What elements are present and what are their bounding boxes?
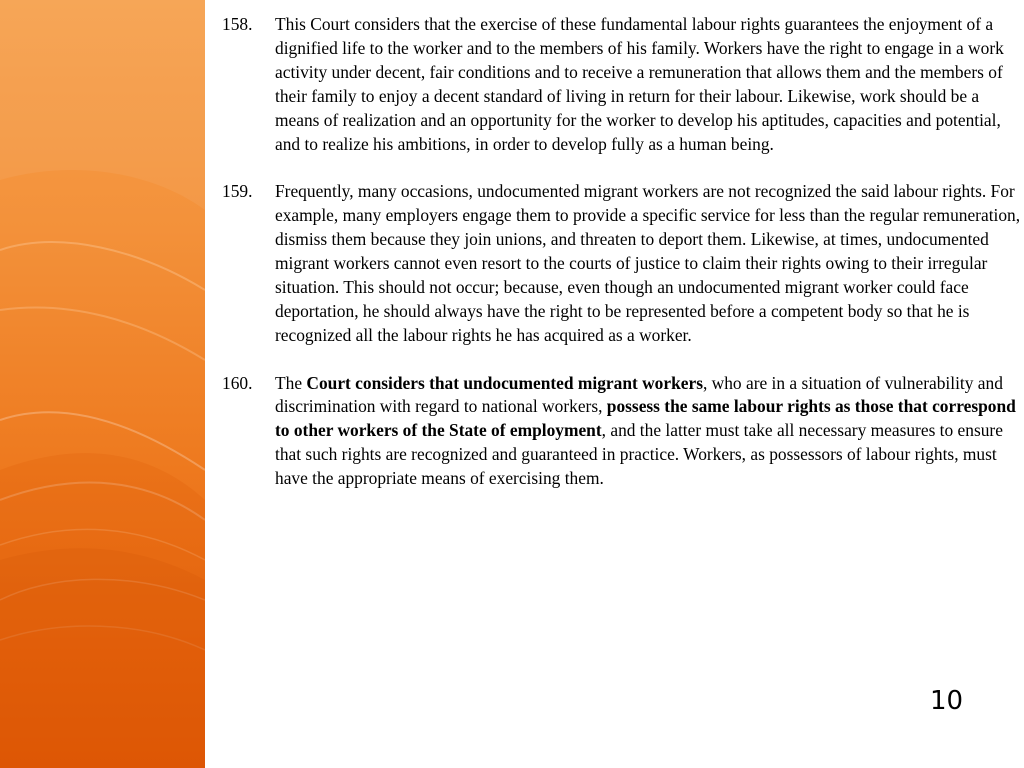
paragraph-text	[275, 373, 1016, 489]
decorative-side-panel	[0, 0, 205, 768]
bold-text-segment: Court considers that undocumented migrant workers	[306, 372, 703, 393]
text-segment: , who are in a situation of vulnerability and discrimination with regard to national workers,	[275, 372, 1003, 417]
page-number: 10	[930, 686, 964, 716]
text-segment: , and the latter must take all necessary measures to ensure that such rights are recognized and guaranteed in practice. Workers, as possessors of labour rights, must have the appropriate means of exercising them.	[275, 420, 1003, 489]
paragraph-text: Frequently, many occasions, undocumented migrant workers are not recognized the said labour rights. For example, many employers engage them to provide a specific service for less than the regular remuneration, dismiss them because they join unions, and threaten to deport them. Likewise, at times, undocumented migrant workers cannot even resort to the courts of justice to claim their rights owing to their irregular situation. This should not occur; because, even though an undocumented migrant worker could face deportation, he should always have the right to be represented before a competent body so that he is recognized all the labour rights he has acquired as a worker.	[275, 181, 1021, 345]
paragraph-text: This Court considers that the exercise of these fundamental labour rights guarantees the enjoyment of a dignified life to the worker and to the members of his family. Workers have the right to engage in a work activity under decent, fair conditions and to receive a remuneration that allows them and the members of their family to enjoy a decent standard of living in return for their labour. Likewise, work should be a means of realization and an opportunity for the worker to develop his aptitudes, capacities and potential, and to realize his ambitions, in order to develop fully as a human being.	[275, 14, 1004, 154]
paragraph-number: 158.	[222, 14, 253, 34]
swoosh-decoration	[0, 0, 205, 768]
slide-content	[222, 13, 1022, 515]
paragraph-160	[222, 372, 1022, 492]
bold-text-segment: possess the same labour rights as those that correspond to other workers of the State of employment	[275, 396, 1016, 441]
paragraph-number: 160.	[222, 372, 253, 393]
text-segment: The	[275, 372, 307, 393]
paragraph-158	[222, 13, 1022, 156]
paragraph-159	[222, 180, 1022, 347]
paragraph-number: 159.	[222, 181, 253, 202]
